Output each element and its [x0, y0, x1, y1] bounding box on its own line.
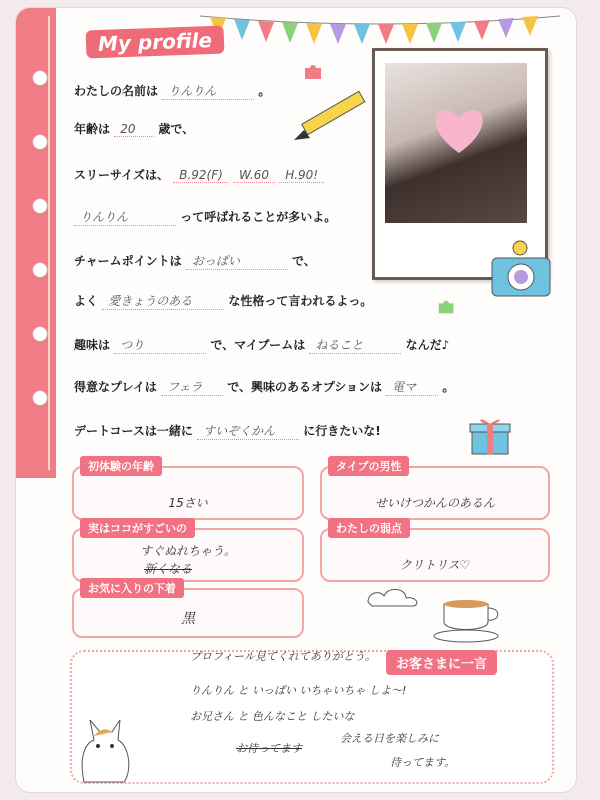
- charm-answer: おっぱい: [186, 252, 288, 270]
- binder-hole: [32, 198, 48, 214]
- sensitive-strike: 新くなる: [143, 562, 192, 576]
- underwear-box: [72, 582, 304, 638]
- binder-hole: [32, 70, 48, 86]
- cloud-icon: [364, 584, 424, 608]
- row-personality: よく 愛きょうのある な性格って言われるよっ。: [74, 294, 373, 308]
- date-answer: すいぞくかん: [197, 422, 299, 440]
- play-answer: フェラ: [161, 378, 223, 396]
- puzzle-icon: [436, 296, 458, 318]
- puzzle-icon: [302, 60, 326, 84]
- sensitive-value: すぐぬれちゃう。: [139, 544, 236, 558]
- message-strike: お待ってます: [236, 742, 302, 755]
- option-answer: 電マ: [386, 378, 438, 396]
- waist-answer: W.60: [233, 168, 275, 183]
- first-age-label: 初体験の年齢: [80, 456, 162, 476]
- personality-answer: 愛きょうのある: [102, 292, 224, 310]
- nickname-answer: りんりん: [74, 208, 176, 226]
- type-box: [320, 460, 550, 520]
- type-label: タイプの男性: [328, 456, 409, 476]
- heart-icon: [429, 103, 489, 155]
- message-tag: お客さまに一言: [386, 650, 497, 675]
- first-age-value: 15さい: [168, 496, 208, 510]
- bunting-flags-icon: [200, 10, 560, 50]
- bust-answer: B.92(F): [173, 168, 229, 183]
- row-hobby: 趣味は つり で、マイブームは ねること なんだ♪: [74, 338, 450, 352]
- gift-icon: [468, 414, 512, 458]
- cat-icon: [74, 712, 138, 784]
- weak-label: わたしの弱点: [328, 518, 410, 538]
- message-line-4: 会える日を楽しみに: [340, 732, 439, 745]
- hobby-answer: つり: [114, 336, 206, 354]
- first-age-box: [72, 460, 304, 520]
- message-line-5: 待ってます。: [390, 756, 456, 769]
- age-answer: 20: [114, 122, 154, 137]
- page-title: My profile: [86, 26, 225, 59]
- name-answer: りんりん: [162, 82, 254, 100]
- row-nickname: りんりん って呼ばれることが多いよ。: [74, 208, 336, 226]
- row-age: 年齢は 20 歳で、: [74, 122, 195, 136]
- message-line-3: お兄さん と 色んなこと したいな: [190, 710, 355, 723]
- binder-hole: [32, 134, 48, 150]
- binder-hole: [32, 326, 48, 342]
- row-charm: チャームポイントは おっぱい で、: [74, 254, 316, 268]
- underwear-value: 黒: [181, 611, 195, 627]
- boom-answer: ねること: [309, 336, 401, 354]
- message-line-2: りんりん と いっぱい いちゃいちゃ しよ〜!: [190, 684, 407, 697]
- type-value: せいけつかんのあるん: [374, 496, 495, 510]
- underwear-label: お気に入りの下着: [80, 578, 184, 598]
- row-name: わたしの名前は りんりん 。: [74, 84, 271, 98]
- row-date: デートコースは一緒に すいぞくかん に行きたいな!: [74, 424, 381, 438]
- message-line-1: プロフィール見てくれてありがとう。: [190, 650, 376, 663]
- weak-value: クリトリス♡: [399, 558, 471, 572]
- row-sizes: スリーサイズは、 B.92(F) W.60 H.90!: [74, 166, 324, 183]
- weak-box: [320, 522, 550, 582]
- pencil-icon: [290, 78, 380, 148]
- profile-photo: [385, 63, 527, 223]
- coffee-cup-icon: [430, 588, 510, 644]
- binder-hole: [32, 390, 48, 406]
- sensitive-label: 実はココがすごいの: [80, 518, 195, 538]
- hip-answer: H.90!: [279, 168, 324, 183]
- camera-icon: [488, 238, 554, 300]
- row-play: 得意なプレイは フェラ で、興味のあるオプションは 電マ 。: [74, 380, 455, 394]
- binder-hole: [32, 262, 48, 278]
- sensitive-box: [72, 522, 304, 582]
